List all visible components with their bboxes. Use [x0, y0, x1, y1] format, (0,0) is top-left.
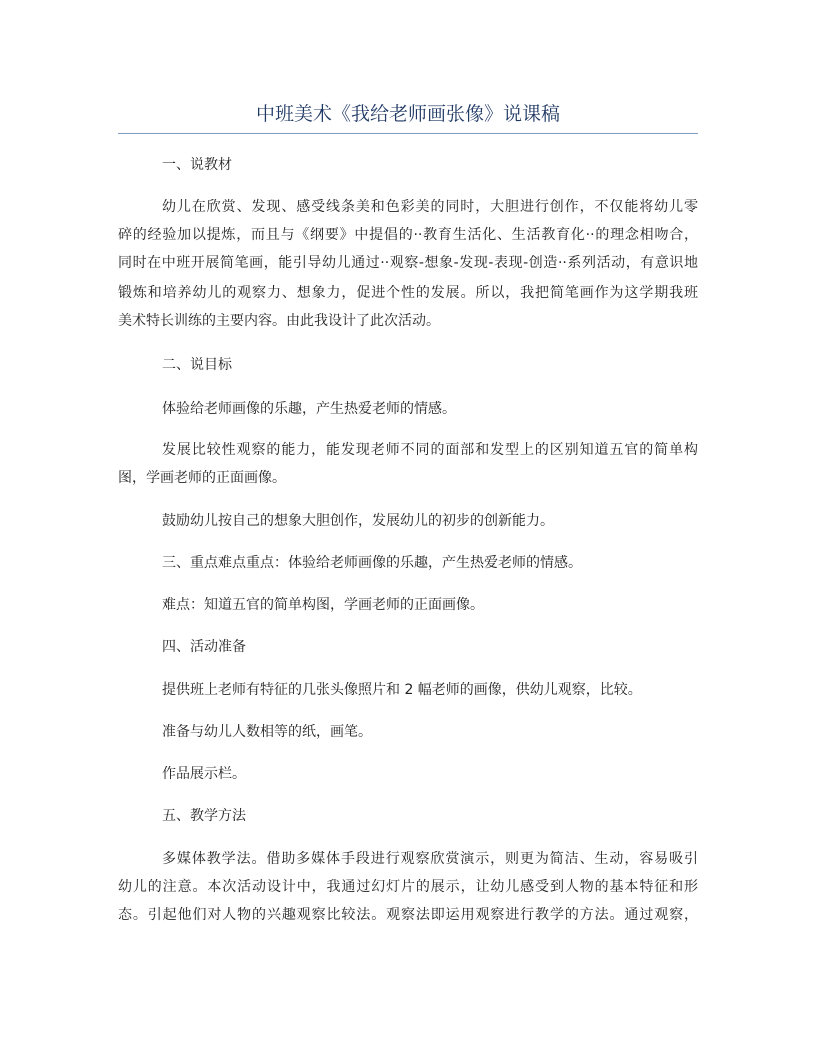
section-heading-3: 三、重点难点重点：体验给老师画像的乐趣，产生热爱老师的情感。: [162, 555, 582, 571]
goal-3: 鼓励幼儿按自己的想象大胆创作，发展幼儿的初步的创新能力。: [162, 513, 554, 529]
section-heading-1: 一、说教材: [162, 157, 232, 173]
prep-item-3: 作品展示栏。: [162, 766, 246, 782]
paragraph-line: 幼儿在欣赏、发现、感受线条美和色彩美的同时，大胆进行创作，不仅能将幼儿零: [162, 199, 698, 215]
goal-2-line: 发展比较性观察的能力，能发现老师不同的面部和发型上的区别知道五官的简单构: [162, 442, 698, 458]
paragraph-line: 态。引起他们对人物的兴趣观察比较法。观察法即运用观察进行教学的方法。通过观察，: [118, 907, 698, 923]
title-divider: [118, 133, 698, 134]
section-heading-4: 四、活动准备: [162, 639, 246, 655]
prep-item-1: 提供班上老师有特征的几张头像照片和 2 幅老师的画像，供幼儿观察，比较。: [162, 682, 642, 698]
goal-2-line: 图，学画老师的正面画像。: [118, 470, 286, 486]
document-title: 中班美术《我给老师画张像》说课稿: [255, 103, 560, 125]
paragraph-line: 同时在中班开展简笔画，能引导幼儿通过··观察-想象-发现-表现-创造··系列活动，有意识地: [118, 255, 698, 271]
paragraph-line: 幼儿的注意。本次活动设计中，我通过幻灯片的展示，让幼儿感受到人物的基本特征和形: [118, 879, 698, 895]
goal-1: 体验给老师画像的乐趣，产生热爱老师的情感。: [162, 401, 456, 417]
paragraph-line: 碎的经验加以提炼，而且与《纲要》中提倡的··教育生活化、生活教育化··的理念相吻合，: [118, 227, 698, 243]
paragraph-line: 多媒体教学法。借助多媒体手段进行观察欣赏演示，则更为简洁、生动，容易吸引: [162, 851, 698, 867]
paragraph-line: 锻炼和培养幼儿的观察力、想象力，促进个性的发展。所以，我把简笔画作为这学期我班: [118, 285, 698, 301]
section-heading-2: 二、说目标: [162, 357, 232, 373]
prep-item-2: 准备与幼儿人数相等的纸，画笔。: [162, 724, 372, 740]
paragraph-line: 美术特长训练的主要内容。由此我设计了此次活动。: [118, 313, 440, 329]
section-heading-5: 五、教学方法: [162, 808, 246, 824]
difficulty: 难点：知道五官的简单构图，学画老师的正面画像。: [162, 597, 484, 613]
